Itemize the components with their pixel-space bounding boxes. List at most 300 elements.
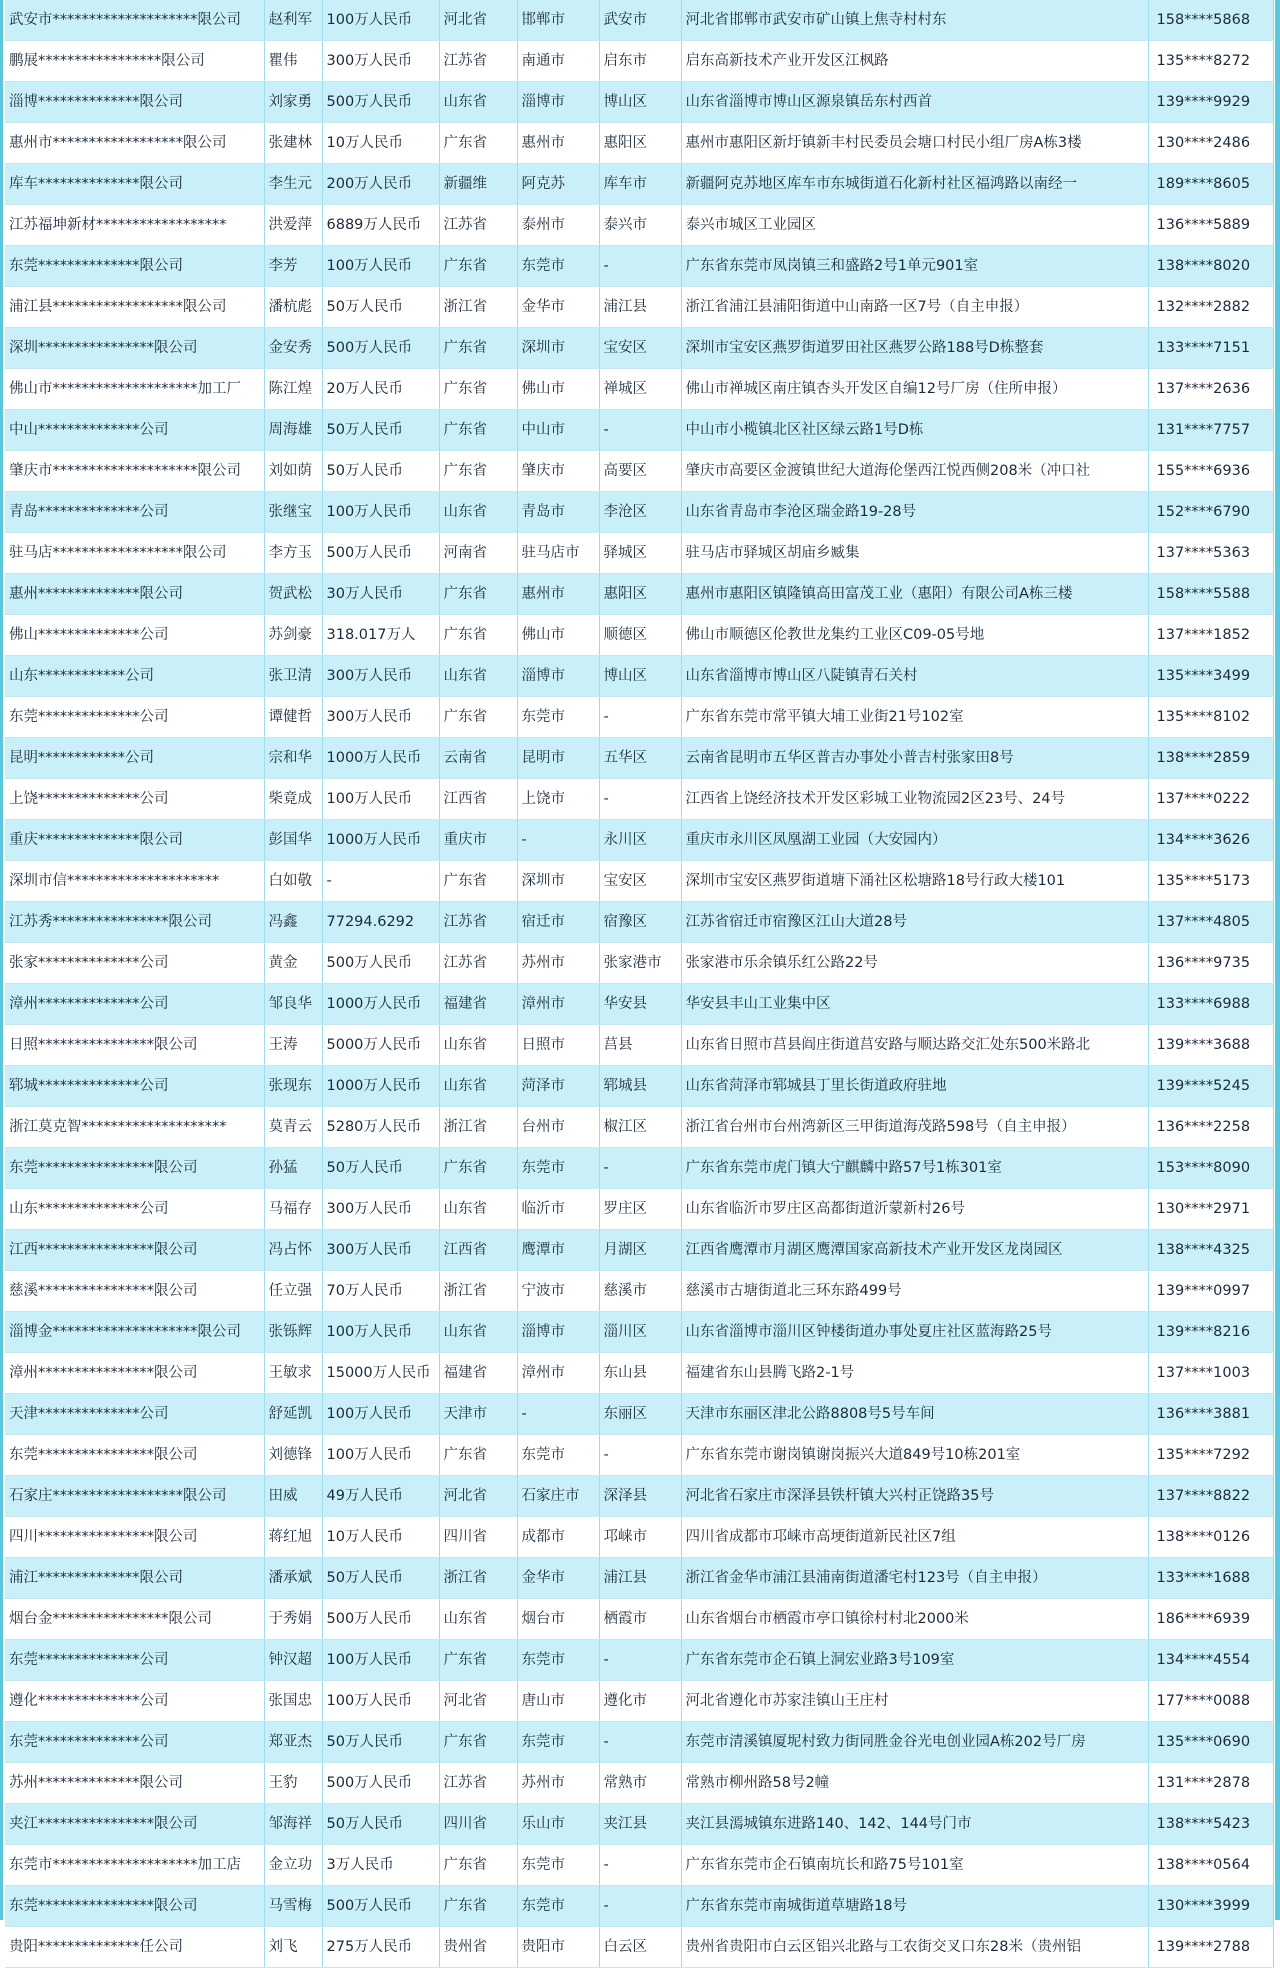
phone-cell: 135****7292 — [1148, 1435, 1273, 1476]
table-row — [5, 697, 1273, 738]
registered-capital-cell: 77294.6292 — [322, 902, 439, 943]
phone-cell: 186****6939 — [1148, 1599, 1273, 1640]
address-cell: 江西省鹰潭市月湖区鹰潭国家高新技术产业开发区龙岗园区 — [681, 1230, 1148, 1271]
province-cell: 云南省 — [439, 738, 517, 779]
table-row — [5, 533, 1273, 574]
registered-capital-cell: 5280万人民币 — [322, 1107, 439, 1148]
company-name-cell: 东莞****************限公司 — [5, 1148, 264, 1189]
address-cell: 山东省烟台市栖霞市亭口镇徐村村北2000米 — [681, 1599, 1148, 1640]
address-cell: 江苏省宿迁市宿豫区江山大道28号 — [681, 902, 1148, 943]
company-name-cell: 东莞**************公司 — [5, 1722, 264, 1763]
legal-representative-cell: 马福存 — [264, 1189, 322, 1230]
left-frame-border — [0, 0, 3, 1920]
phone-cell: 135****8272 — [1148, 41, 1273, 82]
right-scroll-gutter — [1275, 0, 1280, 1920]
city-cell: 宁波市 — [517, 1271, 599, 1312]
company-name-cell: 武安市********************限公司 — [5, 0, 264, 41]
phone-cell: 138****4325 — [1148, 1230, 1273, 1271]
province-cell: 浙江省 — [439, 1271, 517, 1312]
district-cell: 宿豫区 — [599, 902, 681, 943]
registered-capital-cell: 318.017万人 — [322, 615, 439, 656]
registered-capital-cell: 49万人民币 — [322, 1476, 439, 1517]
address-cell: 江西省上饶经济技术开发区彩城工业物流园2区23号、24号 — [681, 779, 1148, 820]
table-row — [5, 492, 1273, 533]
province-cell: 广东省 — [439, 1722, 517, 1763]
phone-cell: 139****3688 — [1148, 1025, 1273, 1066]
company-name-cell: 石家庄******************限公司 — [5, 1476, 264, 1517]
province-cell: 江西省 — [439, 779, 517, 820]
table-row — [5, 1107, 1273, 1148]
address-cell: 启东高新技术产业开发区江枫路 — [681, 41, 1148, 82]
district-cell: 惠阳区 — [599, 123, 681, 164]
address-cell: 河北省石家庄市深泽县铁杆镇大兴村正饶路35号 — [681, 1476, 1148, 1517]
company-name-cell: 重庆**************限公司 — [5, 820, 264, 861]
table-row — [5, 1722, 1273, 1763]
phone-cell: 138****0564 — [1148, 1845, 1273, 1886]
phone-cell: 153****8090 — [1148, 1148, 1273, 1189]
city-cell: 青岛市 — [517, 492, 599, 533]
district-cell: 泰兴市 — [599, 205, 681, 246]
legal-representative-cell: 李方玉 — [264, 533, 322, 574]
city-cell: - — [517, 820, 599, 861]
registered-capital-cell: 500万人民币 — [322, 82, 439, 123]
registered-capital-cell: 70万人民币 — [322, 1271, 439, 1312]
registered-capital-cell: 500万人民币 — [322, 328, 439, 369]
phone-cell: 132****2882 — [1148, 287, 1273, 328]
phone-cell: 139****9929 — [1148, 82, 1273, 123]
table-row — [5, 246, 1273, 287]
address-cell: 泰兴市城区工业园区 — [681, 205, 1148, 246]
address-cell: 贵州省贵阳市白云区铝兴北路与工农街交叉口东28米（贵州铝 — [681, 1927, 1148, 1968]
legal-representative-cell: 冯占怀 — [264, 1230, 322, 1271]
phone-cell: 137****0222 — [1148, 779, 1273, 820]
province-cell: 山东省 — [439, 1189, 517, 1230]
phone-cell: 136****5889 — [1148, 205, 1273, 246]
city-cell: 邯郸市 — [517, 0, 599, 41]
province-cell: 广东省 — [439, 1435, 517, 1476]
address-cell: 天津市东丽区津北公路8808号5号车间 — [681, 1394, 1148, 1435]
company-name-cell: 惠州市******************限公司 — [5, 123, 264, 164]
registered-capital-cell: 300万人民币 — [322, 1230, 439, 1271]
address-cell: 山东省临沂市罗庄区高都街道沂蒙新村26号 — [681, 1189, 1148, 1230]
registered-capital-cell: 10万人民币 — [322, 1517, 439, 1558]
legal-representative-cell: 潘杭彪 — [264, 287, 322, 328]
district-cell: 莒县 — [599, 1025, 681, 1066]
company-name-cell: 肇庆市********************限公司 — [5, 451, 264, 492]
province-cell: 广东省 — [439, 451, 517, 492]
table-row — [5, 1066, 1273, 1107]
phone-cell: 134****3626 — [1148, 820, 1273, 861]
table-row — [5, 1435, 1273, 1476]
registered-capital-cell: 100万人民币 — [322, 0, 439, 41]
table-row — [5, 1763, 1273, 1804]
address-cell: 佛山市顺德区伦教世龙集约工业区C09-05号地 — [681, 615, 1148, 656]
city-cell: 乐山市 — [517, 1804, 599, 1845]
company-name-cell: 慈溪****************限公司 — [5, 1271, 264, 1312]
table-row — [5, 779, 1273, 820]
legal-representative-cell: 瞿伟 — [264, 41, 322, 82]
district-cell: 东山县 — [599, 1353, 681, 1394]
phone-cell: 133****1688 — [1148, 1558, 1273, 1599]
phone-cell: 158****5868 — [1148, 0, 1273, 41]
city-cell: 东莞市 — [517, 246, 599, 287]
table-row — [5, 1640, 1273, 1681]
registered-capital-cell: 100万人民币 — [322, 1681, 439, 1722]
phone-cell: 135****3499 — [1148, 656, 1273, 697]
district-cell: 慈溪市 — [599, 1271, 681, 1312]
registered-capital-cell: 1000万人民币 — [322, 984, 439, 1025]
address-cell: 山东省菏泽市郓城县丁里长街道政府驻地 — [681, 1066, 1148, 1107]
district-cell: 高要区 — [599, 451, 681, 492]
table-row — [5, 738, 1273, 779]
province-cell: 山东省 — [439, 656, 517, 697]
legal-representative-cell: 田威 — [264, 1476, 322, 1517]
province-cell: 贵州省 — [439, 1927, 517, 1968]
company-name-cell: 东莞****************限公司 — [5, 1435, 264, 1476]
phone-cell: 158****5588 — [1148, 574, 1273, 615]
district-cell: 郓城县 — [599, 1066, 681, 1107]
company-name-cell: 山东************公司 — [5, 656, 264, 697]
registered-capital-cell: 500万人民币 — [322, 1763, 439, 1804]
company-name-cell: 浦江**************限公司 — [5, 1558, 264, 1599]
city-cell: 苏州市 — [517, 1763, 599, 1804]
phone-cell: 177****0088 — [1148, 1681, 1273, 1722]
table-row — [5, 1804, 1273, 1845]
province-cell: 广东省 — [439, 615, 517, 656]
registered-capital-cell: 50万人民币 — [322, 451, 439, 492]
legal-representative-cell: 莫青云 — [264, 1107, 322, 1148]
table-row — [5, 656, 1273, 697]
legal-representative-cell: 白如敬 — [264, 861, 322, 902]
address-cell: 山东省淄博市博山区源泉镇岳东村西首 — [681, 82, 1148, 123]
company-name-cell: 张家**************公司 — [5, 943, 264, 984]
address-cell: 惠州市惠阳区新圩镇新丰村民委员会塘口村民小组厂房A栋3楼 — [681, 123, 1148, 164]
registered-capital-cell: 10万人民币 — [322, 123, 439, 164]
registered-capital-cell: 50万人民币 — [322, 410, 439, 451]
district-cell: 淄川区 — [599, 1312, 681, 1353]
province-cell: 江西省 — [439, 1230, 517, 1271]
company-name-cell: 江苏秀****************限公司 — [5, 902, 264, 943]
registered-capital-cell: 50万人民币 — [322, 1804, 439, 1845]
phone-cell: 155****6936 — [1148, 451, 1273, 492]
city-cell: 石家庄市 — [517, 1476, 599, 1517]
city-cell: 深圳市 — [517, 328, 599, 369]
district-cell: 浦江县 — [599, 1558, 681, 1599]
table-row — [5, 1394, 1273, 1435]
company-name-cell: 日照****************限公司 — [5, 1025, 264, 1066]
registered-capital-cell: 500万人民币 — [322, 943, 439, 984]
table-row — [5, 574, 1273, 615]
legal-representative-cell: 黄金 — [264, 943, 322, 984]
legal-representative-cell: 舒延凯 — [264, 1394, 322, 1435]
city-cell: 烟台市 — [517, 1599, 599, 1640]
registered-capital-cell: 100万人民币 — [322, 1435, 439, 1476]
legal-representative-cell: 冯鑫 — [264, 902, 322, 943]
table-row — [5, 1312, 1273, 1353]
legal-representative-cell: 洪爱萍 — [264, 205, 322, 246]
company-name-cell: 夹江****************限公司 — [5, 1804, 264, 1845]
province-cell: 天津市 — [439, 1394, 517, 1435]
company-name-cell: 江苏福坤新材****************** — [5, 205, 264, 246]
city-cell: 金华市 — [517, 1558, 599, 1599]
address-cell: 河北省邯郸市武安市矿山镇上焦寺村村东 — [681, 0, 1148, 41]
city-cell: 南通市 — [517, 41, 599, 82]
province-cell: 河北省 — [439, 1476, 517, 1517]
table-row — [5, 1353, 1273, 1394]
district-cell: 五华区 — [599, 738, 681, 779]
province-cell: 广东省 — [439, 123, 517, 164]
legal-representative-cell: 陈江煌 — [264, 369, 322, 410]
company-name-cell: 青岛**************公司 — [5, 492, 264, 533]
province-cell: 河北省 — [439, 1681, 517, 1722]
registered-capital-cell: 1000万人民币 — [322, 738, 439, 779]
province-cell: 山东省 — [439, 1312, 517, 1353]
legal-representative-cell: 刘飞 — [264, 1927, 322, 1968]
table-row — [5, 1558, 1273, 1599]
company-name-cell: 昆明************公司 — [5, 738, 264, 779]
legal-representative-cell: 赵利军 — [264, 0, 322, 41]
address-cell: 四川省成都市邛崃市高埂街道新民社区7组 — [681, 1517, 1148, 1558]
table-row — [5, 1599, 1273, 1640]
phone-cell: 130****2486 — [1148, 123, 1273, 164]
company-name-cell: 东莞**************限公司 — [5, 246, 264, 287]
city-cell: 淄博市 — [517, 82, 599, 123]
province-cell: 广东省 — [439, 410, 517, 451]
legal-representative-cell: 贺武松 — [264, 574, 322, 615]
registered-capital-cell: 300万人民币 — [322, 41, 439, 82]
address-cell: 深圳市宝安区燕罗街道罗田社区燕罗公路188号D栋整套 — [681, 328, 1148, 369]
address-cell: 肇庆市高要区金渡镇世纪大道海伦堡西江悦西侧208米（冲口社 — [681, 451, 1148, 492]
district-cell: - — [599, 246, 681, 287]
legal-representative-cell: 金立功 — [264, 1845, 322, 1886]
phone-cell: 139****0997 — [1148, 1271, 1273, 1312]
legal-representative-cell: 张现东 — [264, 1066, 322, 1107]
address-cell: 中山市小榄镇北区社区绿云路1号D栋 — [681, 410, 1148, 451]
registered-capital-cell: 5000万人民币 — [322, 1025, 439, 1066]
table-row — [5, 410, 1273, 451]
registered-capital-cell: 100万人民币 — [322, 246, 439, 287]
province-cell: 江苏省 — [439, 1763, 517, 1804]
table-row — [5, 1271, 1273, 1312]
phone-cell: 137****1003 — [1148, 1353, 1273, 1394]
company-name-cell: 贵阳**************任公司 — [5, 1927, 264, 1968]
legal-representative-cell: 于秀娟 — [264, 1599, 322, 1640]
province-cell: 浙江省 — [439, 1107, 517, 1148]
phone-cell: 138****2859 — [1148, 738, 1273, 779]
address-cell: 深圳市宝安区燕罗街道塘下涌社区松塘路18号行政大楼101 — [681, 861, 1148, 902]
address-cell: 张家港市乐余镇乐红公路22号 — [681, 943, 1148, 984]
address-cell: 夹江县漹城镇东进路140、142、144号门市 — [681, 1804, 1148, 1845]
table-row — [5, 164, 1273, 205]
district-cell: 深泽县 — [599, 1476, 681, 1517]
table-row — [5, 1148, 1273, 1189]
province-cell: 四川省 — [439, 1804, 517, 1845]
city-cell: 驻马店市 — [517, 533, 599, 574]
company-name-cell: 浙江莫克智******************** — [5, 1107, 264, 1148]
province-cell: 山东省 — [439, 492, 517, 533]
district-cell: 宝安区 — [599, 328, 681, 369]
phone-cell: 133****7151 — [1148, 328, 1273, 369]
district-cell: 浦江县 — [599, 287, 681, 328]
table-row — [5, 1886, 1273, 1927]
city-cell: 台州市 — [517, 1107, 599, 1148]
province-cell: 浙江省 — [439, 1558, 517, 1599]
city-cell: 日照市 — [517, 1025, 599, 1066]
district-cell: 张家港市 — [599, 943, 681, 984]
legal-representative-cell: 柴竟成 — [264, 779, 322, 820]
phone-cell: 136****9735 — [1148, 943, 1273, 984]
company-name-cell: 郓城**************公司 — [5, 1066, 264, 1107]
city-cell: 漳州市 — [517, 984, 599, 1025]
district-cell: 椒江区 — [599, 1107, 681, 1148]
address-cell: 常熟市柳州路58号2幢 — [681, 1763, 1148, 1804]
company-name-cell: 库车**************限公司 — [5, 164, 264, 205]
district-cell: 李沧区 — [599, 492, 681, 533]
phone-cell: 136****2258 — [1148, 1107, 1273, 1148]
province-cell: 山东省 — [439, 1599, 517, 1640]
district-cell: 禅城区 — [599, 369, 681, 410]
city-cell: 惠州市 — [517, 123, 599, 164]
phone-cell: 130****3999 — [1148, 1886, 1273, 1927]
table-row — [5, 902, 1273, 943]
city-cell: 东莞市 — [517, 1845, 599, 1886]
address-cell: 华安县丰山工业集中区 — [681, 984, 1148, 1025]
table-row — [5, 1927, 1273, 1968]
legal-representative-cell: 李芳 — [264, 246, 322, 287]
city-cell: 上饶市 — [517, 779, 599, 820]
legal-representative-cell: 王涛 — [264, 1025, 322, 1066]
province-cell: 江苏省 — [439, 205, 517, 246]
registered-capital-cell: 100万人民币 — [322, 492, 439, 533]
company-name-cell: 东莞市********************加工店 — [5, 1845, 264, 1886]
city-cell: 佛山市 — [517, 369, 599, 410]
company-name-cell: 漳州**************公司 — [5, 984, 264, 1025]
legal-representative-cell: 王豹 — [264, 1763, 322, 1804]
city-cell: 昆明市 — [517, 738, 599, 779]
city-cell: 东莞市 — [517, 697, 599, 738]
city-cell: 东莞市 — [517, 1148, 599, 1189]
address-cell: 山东省淄博市淄川区钟楼街道办事处夏庄社区蓝海路25号 — [681, 1312, 1148, 1353]
district-cell: 栖霞市 — [599, 1599, 681, 1640]
phone-cell: 139****2788 — [1148, 1927, 1273, 1968]
legal-representative-cell: 郑亚杰 — [264, 1722, 322, 1763]
legal-representative-cell: 谭健哲 — [264, 697, 322, 738]
phone-cell: 137****1852 — [1148, 615, 1273, 656]
city-cell: - — [517, 1394, 599, 1435]
registered-capital-cell: 30万人民币 — [322, 574, 439, 615]
registered-capital-cell: - — [322, 861, 439, 902]
district-cell: 惠阳区 — [599, 574, 681, 615]
city-cell: 漳州市 — [517, 1353, 599, 1394]
legal-representative-cell: 张国忠 — [264, 1681, 322, 1722]
province-cell: 广东省 — [439, 1845, 517, 1886]
legal-representative-cell: 刘如荫 — [264, 451, 322, 492]
city-cell: 贵阳市 — [517, 1927, 599, 1968]
phone-cell: 189****8605 — [1148, 164, 1273, 205]
province-cell: 广东省 — [439, 246, 517, 287]
registered-capital-cell: 50万人民币 — [322, 287, 439, 328]
phone-cell: 138****0126 — [1148, 1517, 1273, 1558]
city-cell: 鹰潭市 — [517, 1230, 599, 1271]
city-cell: 中山市 — [517, 410, 599, 451]
table-row — [5, 820, 1273, 861]
district-cell: 武安市 — [599, 0, 681, 41]
address-cell: 慈溪市古塘街道北三环东路499号 — [681, 1271, 1148, 1312]
company-name-cell: 苏州**************限公司 — [5, 1763, 264, 1804]
district-cell: 华安县 — [599, 984, 681, 1025]
company-name-cell: 四川****************限公司 — [5, 1517, 264, 1558]
registered-capital-cell: 300万人民币 — [322, 1189, 439, 1230]
district-cell: 驿城区 — [599, 533, 681, 574]
table-row — [5, 1845, 1273, 1886]
company-name-cell: 东莞**************公司 — [5, 1640, 264, 1681]
province-cell: 河南省 — [439, 533, 517, 574]
address-cell: 重庆市永川区凤凰湖工业园（大安园内） — [681, 820, 1148, 861]
phone-cell: 135****5173 — [1148, 861, 1273, 902]
company-name-cell: 深圳市信********************* — [5, 861, 264, 902]
phone-cell: 130****2971 — [1148, 1189, 1273, 1230]
company-name-cell: 东莞****************限公司 — [5, 1886, 264, 1927]
legal-representative-cell: 张建林 — [264, 123, 322, 164]
district-cell: - — [599, 1886, 681, 1927]
registered-capital-cell: 20万人民币 — [322, 369, 439, 410]
city-cell: 宿迁市 — [517, 902, 599, 943]
legal-representative-cell: 李生元 — [264, 164, 322, 205]
address-cell: 云南省昆明市五华区普吉办事处小普吉村张家田8号 — [681, 738, 1148, 779]
district-cell: 遵化市 — [599, 1681, 681, 1722]
phone-cell: 131****2878 — [1148, 1763, 1273, 1804]
address-cell: 广东省东莞市凤岗镇三和盛路2号1单元901室 — [681, 246, 1148, 287]
district-cell: 库车市 — [599, 164, 681, 205]
city-cell: 金华市 — [517, 287, 599, 328]
address-cell: 河北省遵化市苏家洼镇山王庄村 — [681, 1681, 1148, 1722]
province-cell: 广东省 — [439, 574, 517, 615]
city-cell: 临沂市 — [517, 1189, 599, 1230]
legal-representative-cell: 彭国华 — [264, 820, 322, 861]
company-name-cell: 佛山市********************加工厂 — [5, 369, 264, 410]
table-row — [5, 984, 1273, 1025]
province-cell: 山东省 — [439, 1025, 517, 1066]
district-cell: - — [599, 779, 681, 820]
province-cell: 河北省 — [439, 0, 517, 41]
table-row — [5, 1189, 1273, 1230]
company-name-cell: 遵化**************公司 — [5, 1681, 264, 1722]
phone-cell: 135****0690 — [1148, 1722, 1273, 1763]
city-cell: 东莞市 — [517, 1435, 599, 1476]
city-cell: 唐山市 — [517, 1681, 599, 1722]
registered-capital-cell: 6889万人民币 — [322, 205, 439, 246]
registered-capital-cell: 300万人民币 — [322, 656, 439, 697]
registered-capital-cell: 300万人民币 — [322, 697, 439, 738]
legal-representative-cell: 邹良华 — [264, 984, 322, 1025]
legal-representative-cell: 刘德锋 — [264, 1435, 322, 1476]
address-cell: 广东省东莞市企石镇上洞宏业路3号109室 — [681, 1640, 1148, 1681]
district-cell: - — [599, 1435, 681, 1476]
table-row — [5, 41, 1273, 82]
province-cell: 福建省 — [439, 1353, 517, 1394]
address-cell: 广东省东莞市南城街道草塘路18号 — [681, 1886, 1148, 1927]
table-row — [5, 451, 1273, 492]
company-name-cell: 浦江县******************限公司 — [5, 287, 264, 328]
table-row — [5, 1230, 1273, 1271]
district-cell: 月湖区 — [599, 1230, 681, 1271]
city-cell: 东莞市 — [517, 1886, 599, 1927]
phone-cell: 139****8216 — [1148, 1312, 1273, 1353]
legal-representative-cell: 苏剑豪 — [264, 615, 322, 656]
registered-capital-cell: 50万人民币 — [322, 1722, 439, 1763]
table-body — [5, 0, 1273, 1968]
province-cell: 江苏省 — [439, 41, 517, 82]
